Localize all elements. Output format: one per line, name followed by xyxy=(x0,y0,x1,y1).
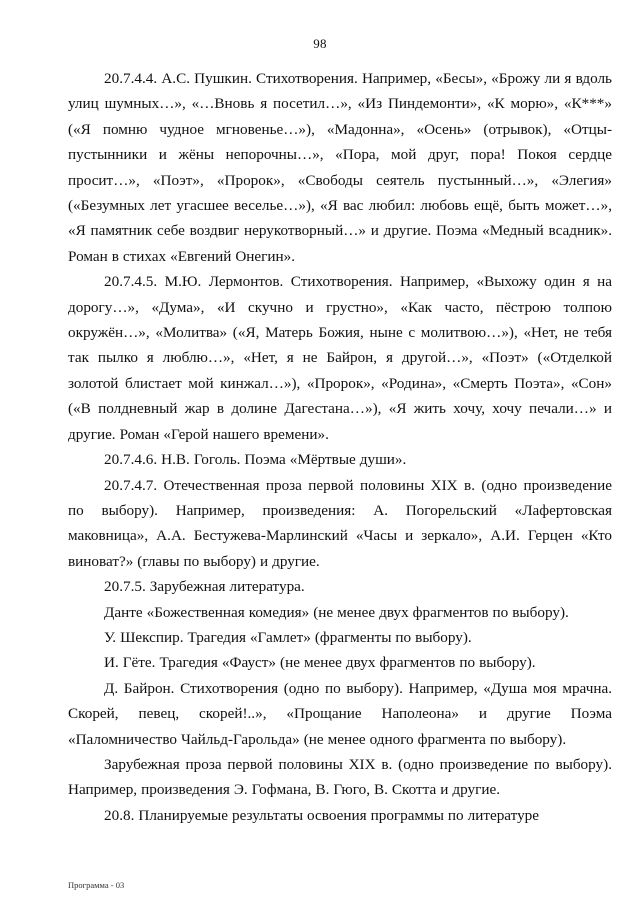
paragraph-foreign-prose: Зарубежная проза первой половины XIX в. (одно произведение по выбору). Например, произведения Э. Гофмана, В. Гюго, В. Скотта и другие. xyxy=(68,755,612,799)
page-footer: Программа - 03 xyxy=(68,880,125,890)
paragraph-russian-prose: 20.7.4.7. Отечественная проза первой половины XIX в. (одно произведение по выбору). Например, произведения: А. Погорельский «Лафертовская маковница», А.А. Бестужева-Марлинский «Часы и зеркало», А.И. Герцен «Кто виноват?» (главы по выбору) и другие. xyxy=(68,476,612,570)
paragraph-foreign-literature-heading: 20.7.5. Зарубежная литература. xyxy=(104,578,305,596)
paragraph-dante: Данте «Божественная комедия» (не менее двух фрагментов по выбору). xyxy=(104,603,569,621)
document-body xyxy=(68,66,612,828)
paragraph-goethe: И. Гёте. Трагедия «Фауст» (не менее двух фрагментов по выбору). xyxy=(104,654,536,672)
paragraph-planned-results: 20.8. Планируемые результаты освоения программы по литературе xyxy=(104,806,540,824)
paragraph-lermontov: 20.7.4.5. М.Ю. Лермонтов. Стихотворения. Например, «Выхожу один я на дорогу…», «Дума», «И скучно и грустно», «Как часто, пёстрою толпою окружён…», «Молитва» («Я, Матерь Божия, ныне с молитвою…»), «Нет, не тебя так пылко я люблю…», «Нет, я не Байрон, я другой…», «Поэт» («Отделкой золотой блистает мой кинжал…»), «Пророк», «Родина», «Смерть Поэта», «Сон» («В полдневный жар в долине Дагестана…»), «Я жить хочу, хочу печали…» и другие. Роман «Герой нашего времени». xyxy=(68,273,612,443)
paragraph-shakespeare: У. Шекспир. Трагедия «Гамлет» (фрагменты по выбору). xyxy=(104,628,472,646)
paragraph-byron: Д. Байрон. Стихотворения (одно по выбору). Например, «Душа моя мрачна. Скорей, певец, скорей!..», «Прощание Наполеона» и другие Поэма «Паломничество Чайльд-Гарольда» (не менее одного фрагмента по выбору). xyxy=(68,679,612,748)
page-number: 98 xyxy=(313,36,327,51)
paragraph-gogol: 20.7.4.6. Н.В. Гоголь. Поэма «Мёртвые души». xyxy=(104,451,407,469)
paragraph-pushkin: 20.7.4.4. А.С. Пушкин. Стихотворения. Например, «Бесы», «Брожу ли я вдоль улиц шумных…», «…Вновь я посетил…», «Из Пиндемонти», «К морю», «К***» («Я помню чудное мгновенье…»), «Мадонна», «Осень» (отрывок), «Отцы-пустынники и жёны непорочны…», «Пора, мой друг, пора! Покоя сердце просит…», «Поэт», «Пророк», «Свободы сеятель пустынный…», «Элегия» («Безумных лет угасшее веселье…»), «Я вас любил: любовь ещё, быть может…», «Я памятник себе воздвиг нерукотворный…» и другие. Поэма «Медный всадник». Роман в стихах «Евгений Онегин». xyxy=(68,70,612,265)
